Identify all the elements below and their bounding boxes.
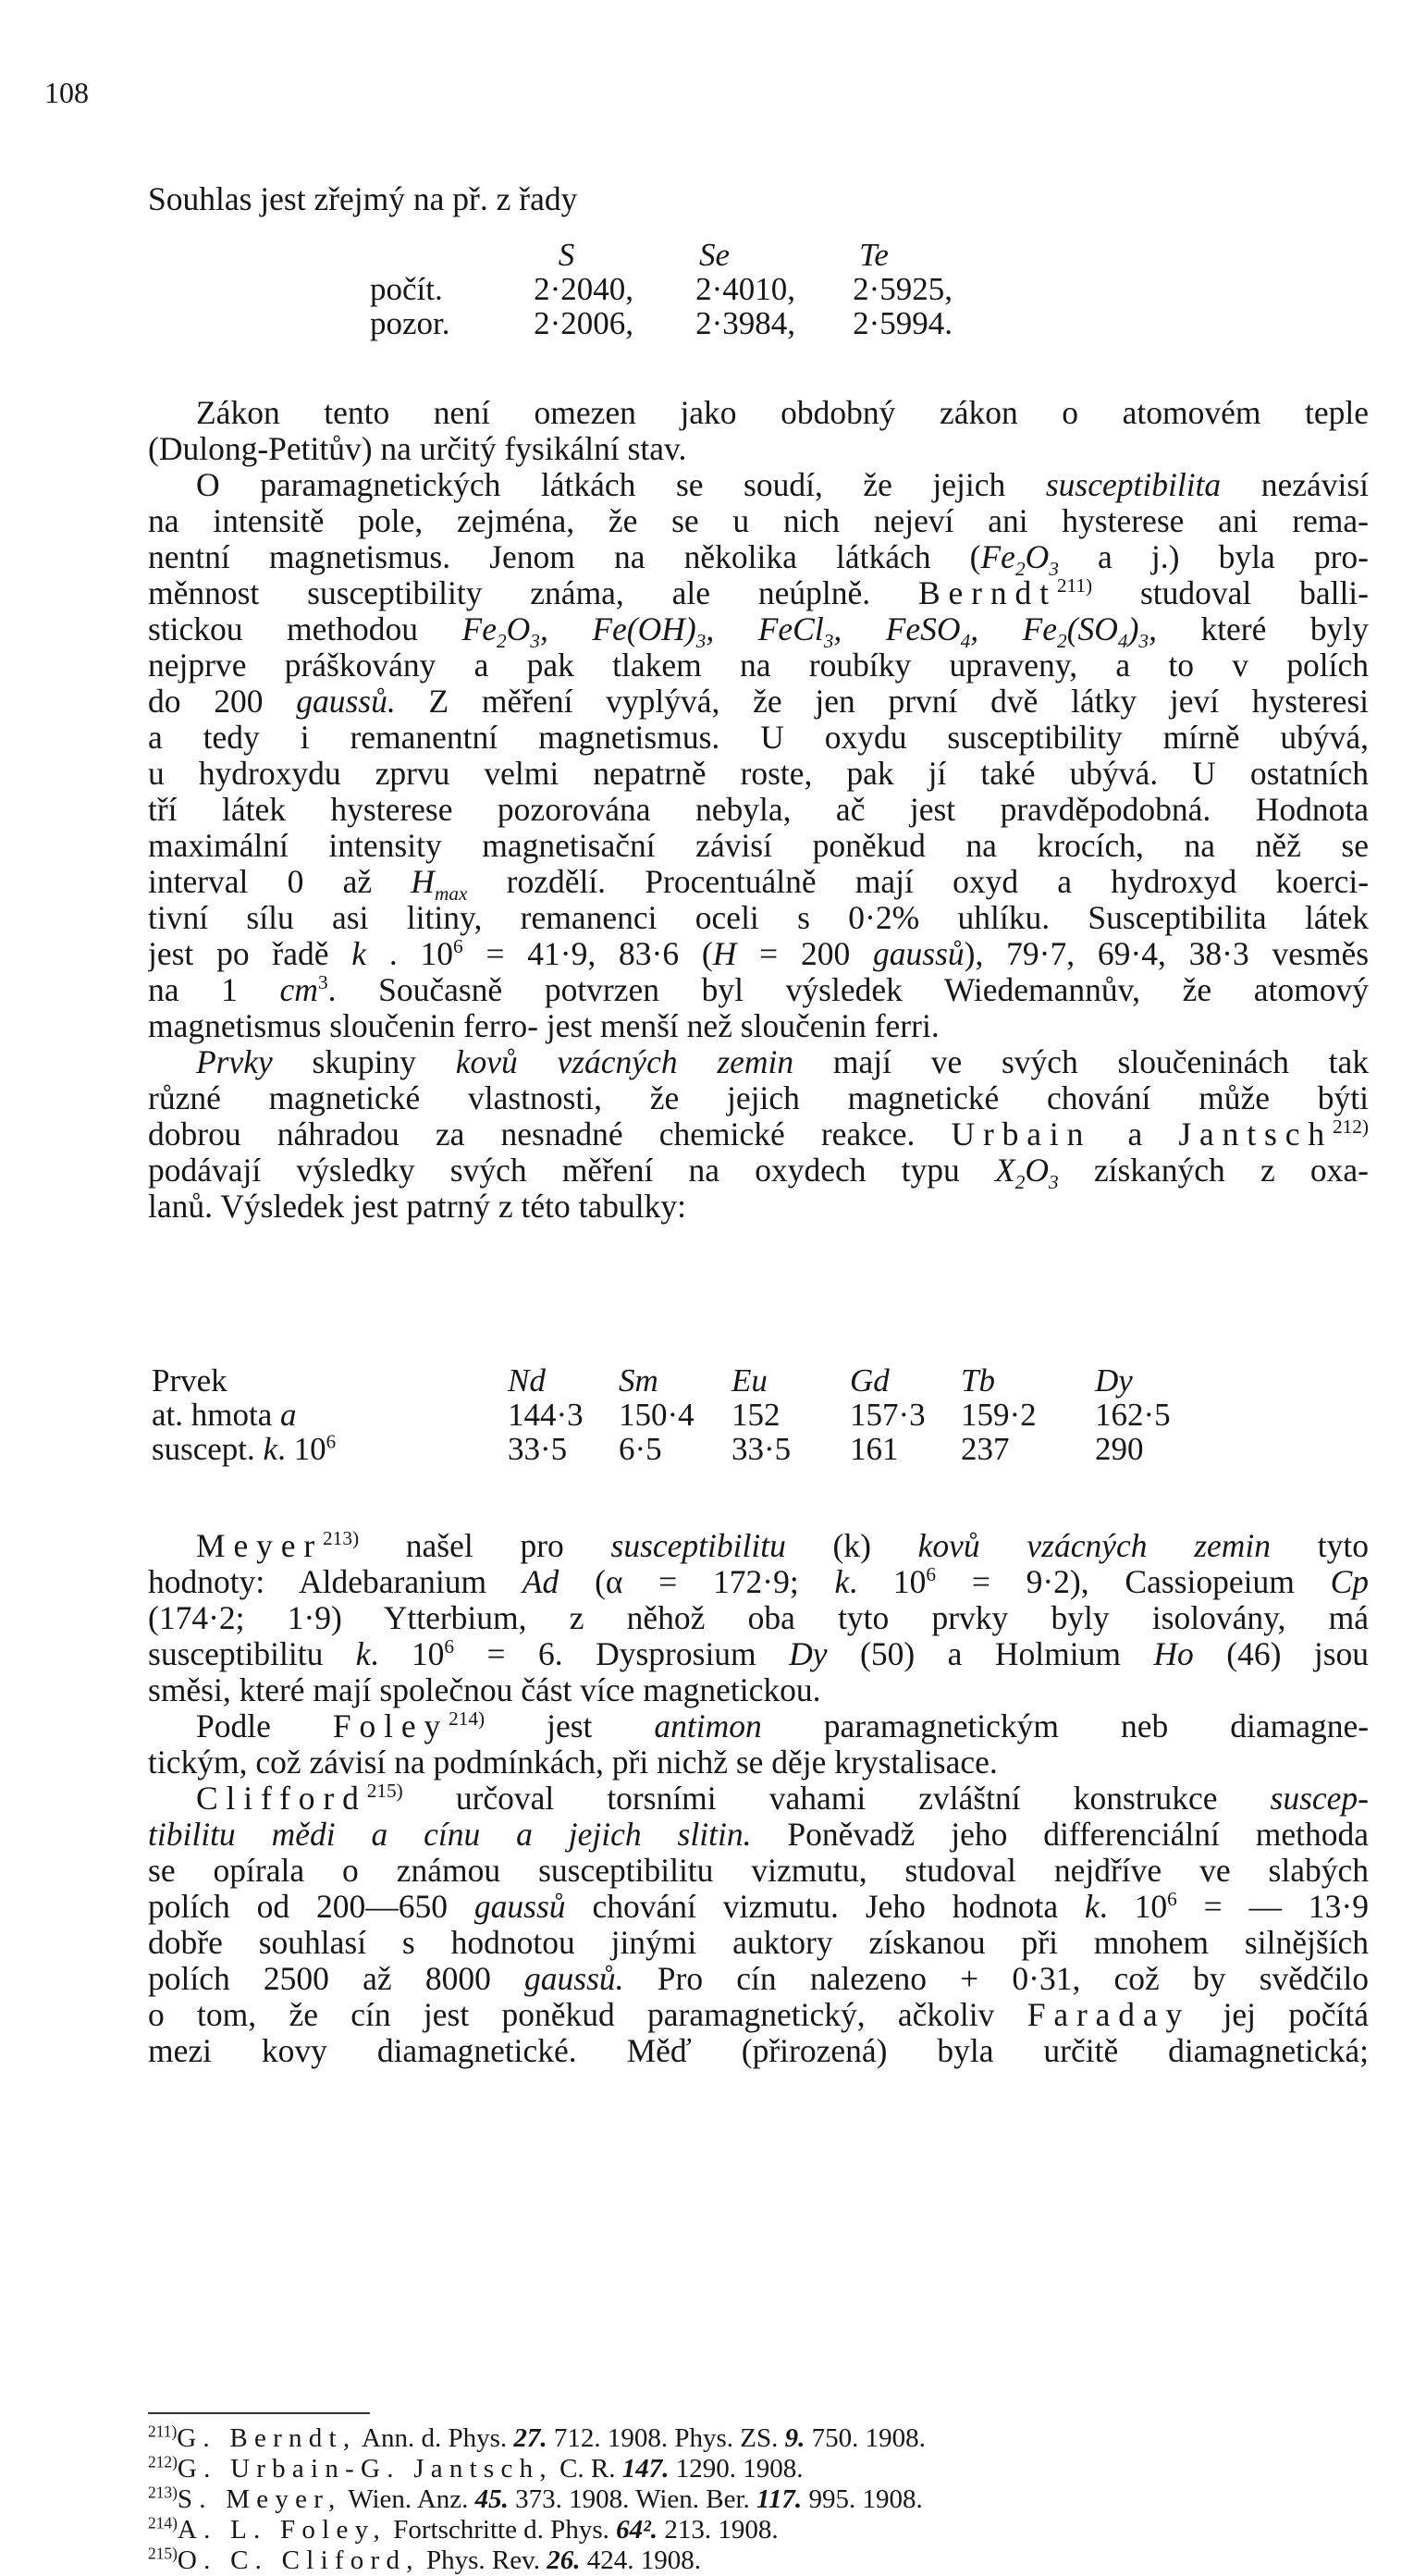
table-header-cell: Te <box>859 237 889 273</box>
text-line: maximální intensity magnetisační závisí poněkud na krocích, na něž se <box>148 828 1369 864</box>
text-line: Prvky skupiny kovů vzácných zemin mají ve svých sloučeninách tak <box>196 1044 1369 1080</box>
text-line: susceptibilitu k. $10^6 = 6$. Dysprosium Dy (50) a Holmium Ho (46) jsou <box>148 1636 1369 1672</box>
text-line: nentní magnetismus. Jenom na několika látkách ($Fe_2O_3$ a j.) byla pro- <box>148 539 1369 575</box>
text-line: lanů. Výsledek jest patrný z této tabulky: <box>148 1189 687 1225</box>
table-cell: 2·5994. <box>853 305 953 341</box>
table-row <box>152 1432 1197 1466</box>
text-line: různé magnetické vlastnosti, že jejich magnetické chování může býti <box>148 1080 1369 1116</box>
table-header-cell: Nd <box>508 1362 546 1399</box>
text-line: o tom, že cín jest poněkud paramagnetický, ačkoliv Faraday jej počítá <box>148 1997 1369 2033</box>
footnote: $^{215)}$O. C. Cliford, Phys. Rev. 26. 424. 1908. <box>148 2544 701 2575</box>
row-label: suscept. k. $10^6$ <box>152 1430 337 1467</box>
text-line: (Dulong-Petitův) na určitý fysikální stav. <box>148 431 687 467</box>
text-line: na 1 $cm^3$. Současně potvrzen byl výsledek Wiedemannův, že atomový <box>148 972 1369 1008</box>
table-cell: 6·5 <box>619 1431 662 1467</box>
table-header-cell: Se <box>698 237 731 273</box>
table-cell: 290 <box>1095 1431 1144 1467</box>
body-paragraphs-2 <box>148 1528 1369 2069</box>
footnote: $^{212)}$G. Urbain-G. Jantsch, C. R. 147. 1290. 1908. <box>148 2452 804 2484</box>
text-line: měnnost susceptibility známa, ale neúplně. Berndt$^{211)}$ studoval balli- <box>148 575 1369 611</box>
text-line: polích 2500 až 8000 gaussů. Pro cín nalezeno + 0·31, což by svědčilo <box>148 1961 1369 1997</box>
intro-paragraph <box>148 181 1369 217</box>
author-name: Berndt <box>917 575 1057 611</box>
text-line: magnetismus sloučenin ferro- jest menší než sloučenin ferri. <box>148 1008 940 1044</box>
table-cell: 2·5925, <box>853 271 953 307</box>
table-cell: 162·5 <box>1095 1397 1171 1433</box>
table-header-cell: Tb <box>961 1362 995 1399</box>
table-cell: 33·5 <box>731 1431 792 1467</box>
body-paragraphs-1 <box>148 395 1369 1225</box>
table-header-cell: Gd <box>850 1362 890 1399</box>
rare-earth-table <box>152 1363 1197 1466</box>
text-line: stickou methodou $Fe_2O_3$, $Fe(OH)_3$, FeCl$_3$, FeSO$_4$, $Fe_2(SO_4)_3$, které byly <box>148 611 1369 647</box>
table-cell: 33·5 <box>508 1431 568 1467</box>
row-label: at. hmota a <box>152 1397 297 1433</box>
text-line: na intensitě pole, zejména, že se u nich nejeví ani hysterese ani rema- <box>148 503 1369 539</box>
author-name: Foley <box>332 1708 449 1744</box>
text-line: interval 0 až $H_{max}$ rozdělí. Procentuálně mají oxyd a hydroxyd koerci- <box>148 864 1369 900</box>
text-line: Podle Foley$^{214)}$ jest antimon paramagnetickým neb diamagne- <box>196 1708 1369 1744</box>
footnotes <box>148 2423 1369 2576</box>
text-line: hodnoty: Aldebaranium Ad (α = 172·9; k. $10^6 = 9\cdot 2$), Cassiopeium Cp <box>148 1564 1369 1600</box>
author-name: Meyer <box>196 1528 324 1564</box>
row-label: Prvek <box>152 1362 227 1399</box>
text-line: Meyer$^{213)}$ našel pro susceptibilitu (k) kovů vzácných zemin tyto <box>196 1528 1369 1564</box>
text-line: nejprve práškovány a pak tlakem na roubíky upraveny, a to v polích <box>148 647 1369 684</box>
table-header-cell: Eu <box>731 1362 768 1399</box>
text-line: dobře souhlasí s hodnotou jinými auktory získanou při mnohem silnějších <box>148 1925 1369 1961</box>
chalcogen-comparison-table <box>370 238 953 340</box>
author-name: Jantsch <box>1178 1116 1333 1152</box>
text-line: podávají výsledky svých měření na oxydech typu $X_2O_3$ získaných z oxa- <box>148 1152 1369 1189</box>
text-line: tří látek hysterese pozorována nebyla, ač jest pravděpodobná. Hodnota <box>148 792 1369 828</box>
text-line: dobrou náhradou za nesnadné chemické reakce. Urbain a Jantsch$^{212)}$ <box>148 1116 1369 1152</box>
text-line: tivní sílu asi litiny, remanenci oceli s 0·2% uhlíku. Susceptibilita látek <box>148 900 1369 936</box>
table-row <box>152 1398 1197 1432</box>
text-line: Zákon tento není omezen jako obdobný zákon o atomovém teple <box>196 395 1369 431</box>
text-line: polích od 200—650 gaussů chování vizmutu. Jeho hodnota k. $10^6$ = — 13·9 <box>148 1889 1369 1925</box>
table-cell: 159·2 <box>961 1397 1037 1433</box>
text-line: u hydroxydu zprvu velmi nepatrně roste, pak jí také ubývá. U ostatních <box>148 756 1369 792</box>
table-header-cell: Sm <box>619 1362 658 1399</box>
table-cell: 2·3984, <box>695 305 795 341</box>
text-line: a tedy i remanentní magnetismus. U oxydu susceptibility mírně ubývá, <box>148 720 1369 756</box>
author-name: Urbain <box>951 1116 1092 1152</box>
text-line: mezi kovy diamagnetické. Měď (přirozená) byla určitě diamagnetická; <box>148 2033 1369 2069</box>
text-line: O paramagnetických látkách se soudí, že jejich susceptibilita nezávisí <box>196 467 1369 503</box>
text-line: směsi, které mají společnou část více magnetickou. <box>148 1672 821 1708</box>
text-line: (174·2; 1·9) Ytterbium, z něhož oba tyto prvky byly isolovány, má <box>148 1600 1369 1636</box>
text-line: Clifford$^{215)}$ určoval torsními vahami zvláštní konstrukce suscep- <box>196 1781 1369 1817</box>
text-line: do 200 gaussů. Z měření vyplývá, že jen první dvě látky jeví hysteresi <box>148 684 1369 720</box>
footnote: $^{214)}$A. L. Foley, Fortschritte d. Phys. 64². 213. 1908. <box>148 2513 779 2545</box>
table-cell: 2·4010, <box>695 271 795 307</box>
table-header-row <box>152 1363 1197 1398</box>
table-cell: 2·2006, <box>534 305 633 341</box>
table-header-cell: Dy <box>1095 1362 1133 1399</box>
table-cell: 2·2040, <box>534 271 633 307</box>
table-row <box>370 272 953 306</box>
table-cell: 161 <box>850 1431 899 1467</box>
table-row <box>370 306 953 340</box>
table-header-cell: S <box>558 237 575 273</box>
table-cell: 150·4 <box>619 1397 695 1433</box>
table-header-row <box>370 238 953 272</box>
text-line: jest po řadě k . $10^6 = 41\cdot 9$, 83·6 (H = 200 gaussů), 79·7, 69·4, 38·3 vesměs <box>148 936 1369 972</box>
row-label: počít. <box>370 271 443 307</box>
text-line: tickým, což závisí na podmínkách, při nichž se děje krystalisace. <box>148 1744 998 1781</box>
text-line: se opírala o známou susceptibilitu vizmutu, studoval nejdříve ve slabých <box>148 1853 1369 1889</box>
footnote-divider <box>148 2412 370 2414</box>
author-name: Faraday <box>1026 1997 1191 2033</box>
page-number: 108 <box>44 76 89 109</box>
row-label: pozor. <box>370 305 450 341</box>
intro-text: Souhlas jest zřejmý na př. z řady <box>148 180 578 217</box>
footnote: $^{211)}$G. Berndt, Ann. d. Phys. 27. 712. 1908. Phys. ZS. 9. 750. 1908. <box>148 2422 926 2453</box>
footnote: $^{213)}$S. Meyer, Wien. Anz. 45. 373. 1908. Wien. Ber. 117. 995. 1908. <box>148 2483 923 2514</box>
table-cell: 237 <box>961 1431 1010 1467</box>
table-cell: 144·3 <box>508 1397 584 1433</box>
table-cell: 152 <box>731 1397 781 1433</box>
text-line: tibilitu mědi a cínu a jejich slitin. Poněvadž jeho differenciální methoda <box>148 1817 1369 1853</box>
table-cell: 157·3 <box>850 1397 926 1433</box>
author-name: Clifford <box>196 1781 367 1817</box>
